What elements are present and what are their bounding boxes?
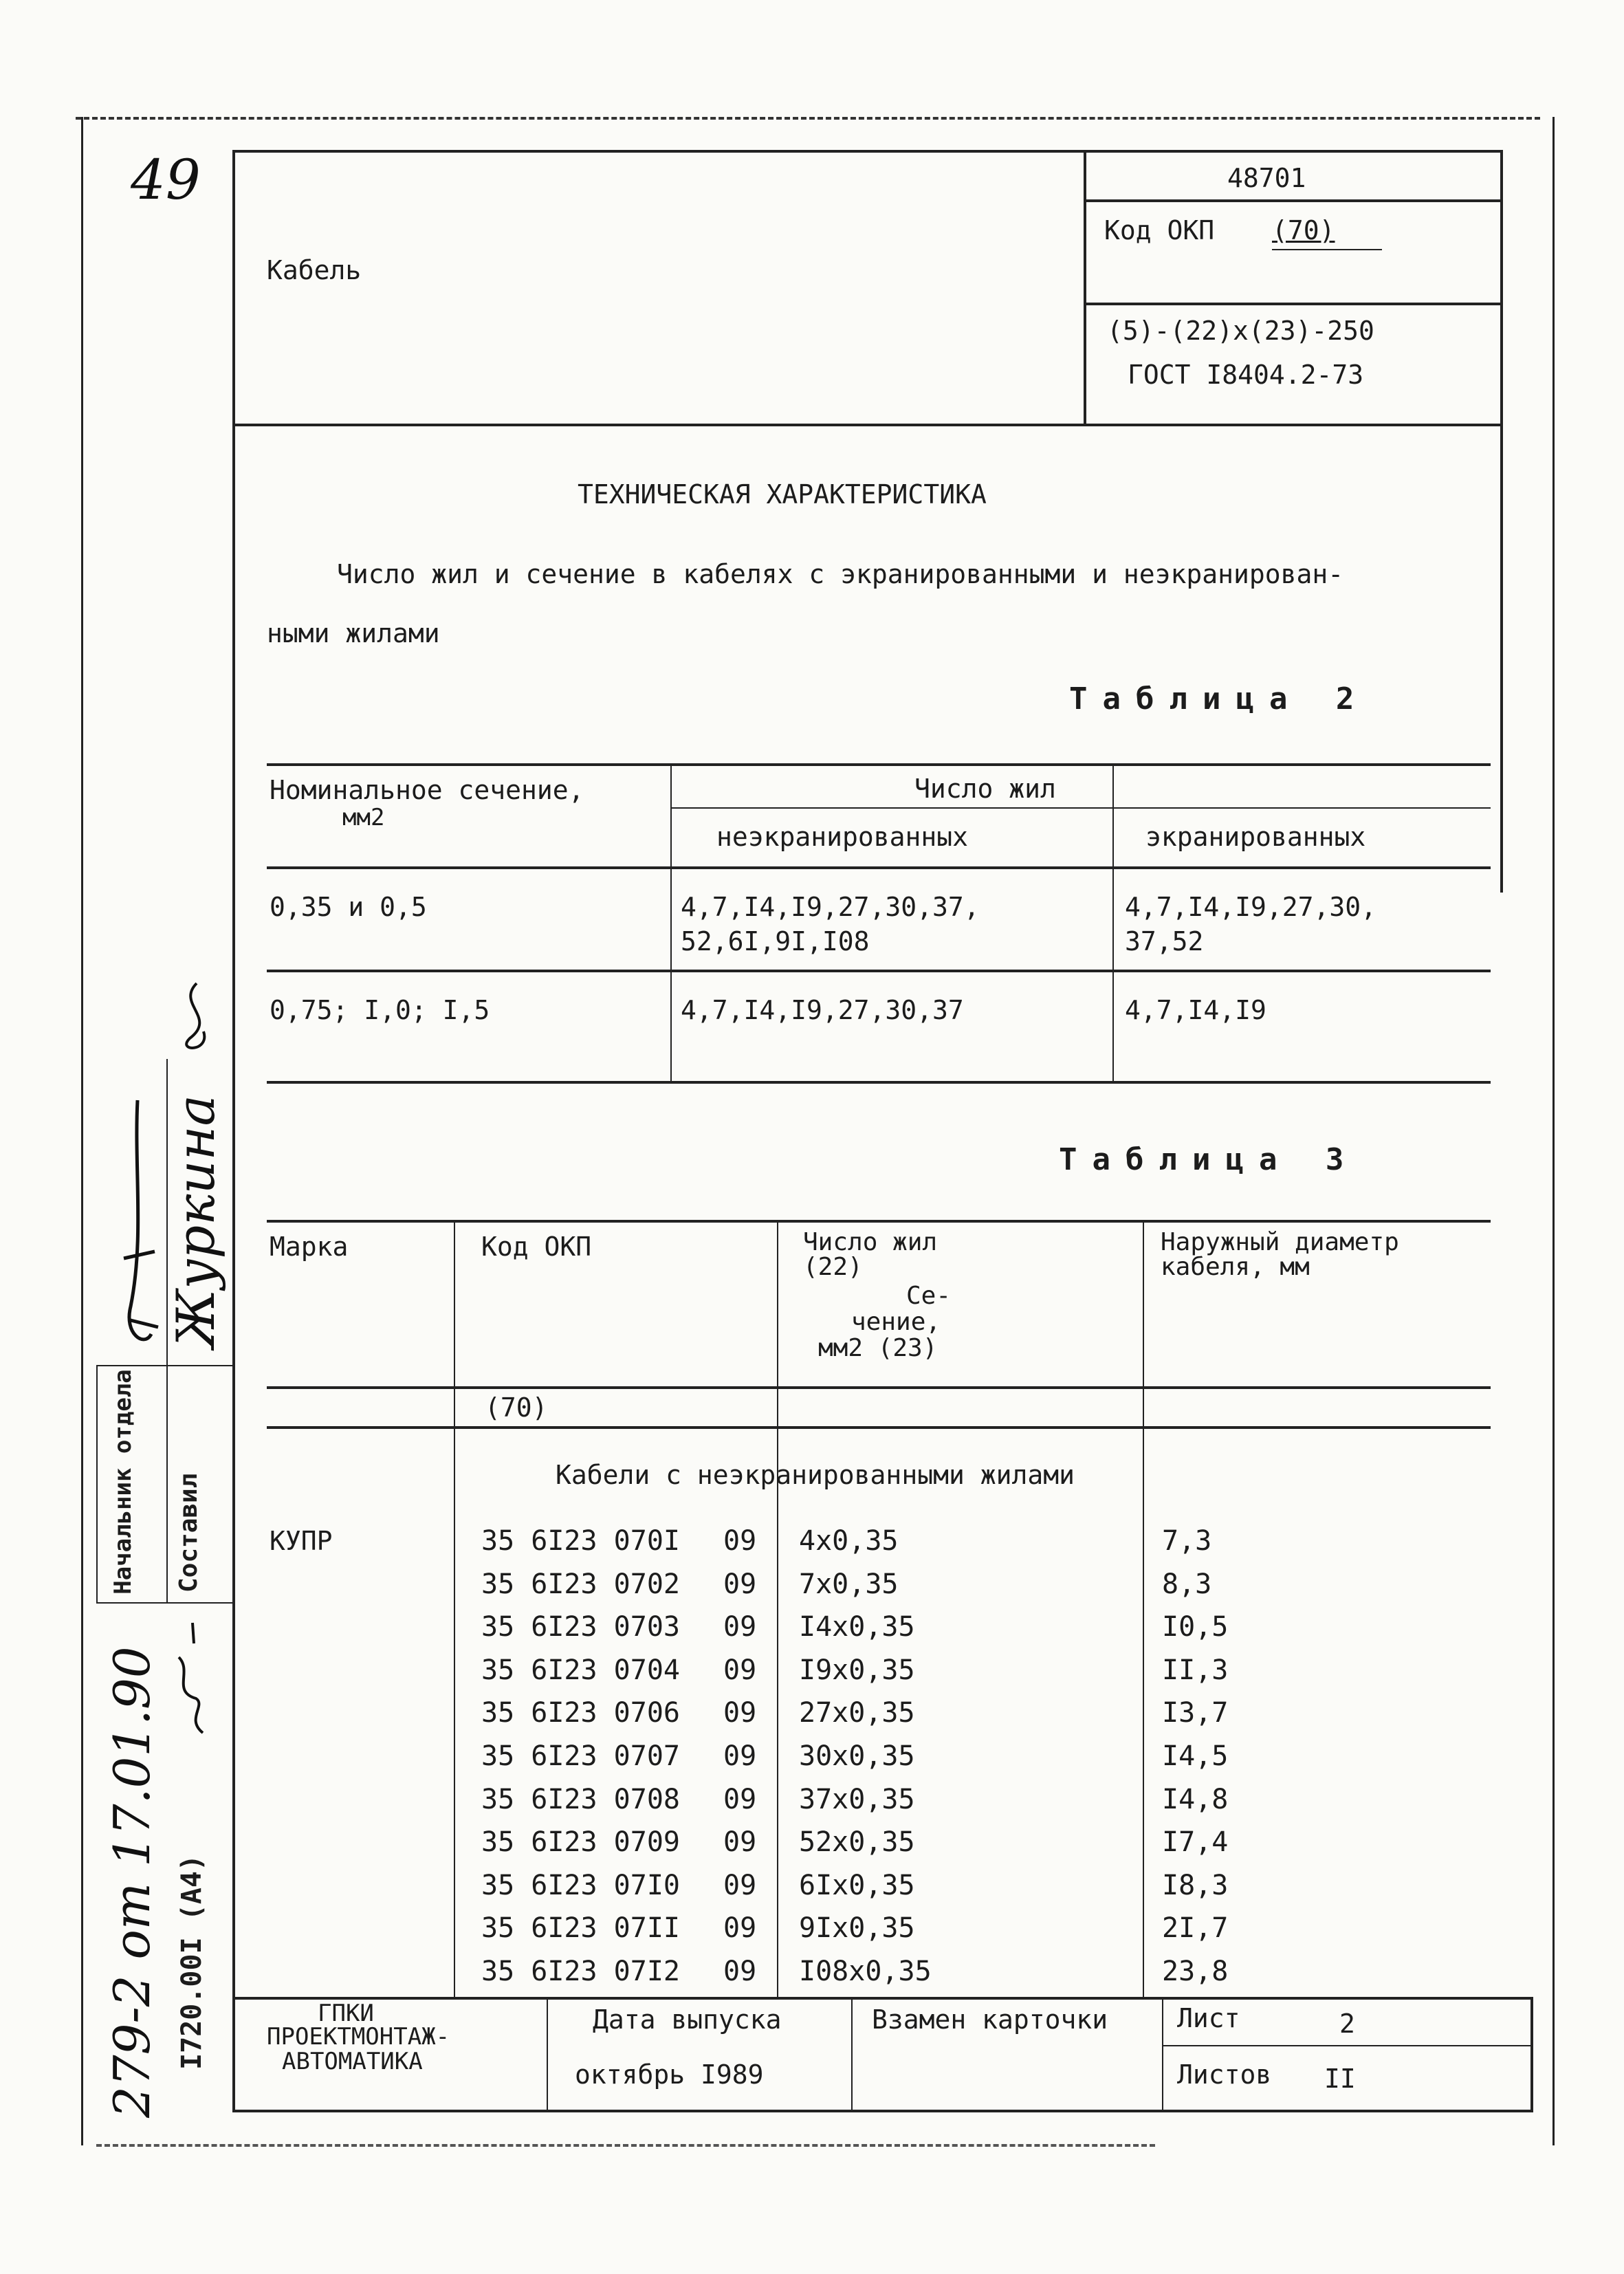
- t3-okp-placeholder: (70): [485, 1392, 548, 1423]
- t2-bottom-line: [267, 1081, 1491, 1084]
- footer-replace-label: Взамен карточки: [872, 2004, 1108, 2035]
- signature-head-of-dept: [103, 1086, 165, 1362]
- t3-code-row-bottom: [267, 1426, 1491, 1429]
- t3-row-diameter: II,3: [1162, 1654, 1229, 1686]
- t3-row-cores: 7x0,35: [799, 1568, 899, 1600]
- t3-row-code: 35 6I23 0706: [481, 1697, 680, 1729]
- t2-header-unscreened: неэкранированных: [716, 822, 969, 852]
- footer-release-label: Дата выпуска: [593, 2004, 782, 2035]
- t2-header-screened: экранированных: [1145, 822, 1366, 852]
- t2-header-cores: Число жил: [914, 774, 1056, 804]
- intro-line-2: ными жилами: [267, 618, 440, 648]
- bottom-cut-line: [96, 2144, 1155, 2147]
- t3-row-diameter: I4,5: [1162, 1740, 1229, 1772]
- t3-col-divider-1: [454, 1220, 455, 1997]
- footer-bottom: [232, 2110, 1533, 2112]
- footer-top: [232, 1997, 1533, 2000]
- stamp-bottom-line: [96, 1602, 232, 1604]
- t3-row-suffix: 09: [723, 1826, 757, 1858]
- footer-divider-3: [1162, 1997, 1163, 2111]
- t3-col-cores-5: мм2 (23): [818, 1334, 938, 1362]
- t2-col-divider-1: [670, 763, 672, 1082]
- t3-col-cores-2: (22): [803, 1253, 863, 1281]
- t3-row-suffix: 09: [723, 1525, 757, 1557]
- t3-row-code: 35 6I23 0708: [481, 1784, 680, 1815]
- t3-row-cores: 52x0,35: [799, 1826, 915, 1858]
- top-cut-line: [76, 117, 1540, 120]
- t3-row-code: 35 6I23 07I0: [481, 1870, 680, 1901]
- t3-row-suffix: 09: [723, 1956, 757, 1987]
- t3-col-cores-4: чение,: [851, 1308, 941, 1336]
- t2-col-divider-2: [1112, 763, 1114, 1082]
- designation-line-2: ГОСТ I8404.2-73: [1128, 360, 1364, 390]
- t3-row-diameter: 23,8: [1162, 1956, 1229, 1987]
- t3-col-divider-2: [777, 1220, 778, 1997]
- t3-col-okp: Код ОКП: [481, 1232, 592, 1262]
- t2-header-bottom: [267, 866, 1491, 869]
- frame-left: [232, 150, 235, 2111]
- t3-row-suffix: 09: [723, 1568, 757, 1600]
- t3-row-cores: I9x0,35: [799, 1654, 915, 1686]
- t2-top-line: [267, 763, 1491, 766]
- t3-row-suffix: 09: [723, 1912, 757, 1944]
- t3-row-code: 35 6I23 0702: [481, 1568, 680, 1600]
- t3-group-title: Кабели с неэкранированными жилами: [556, 1460, 1075, 1490]
- t2-row1-section: 0,35 и 0,5: [270, 892, 427, 922]
- footer-release-value: октябрь I989: [575, 2059, 764, 2090]
- footer-sheet-label: Лист: [1177, 2003, 1240, 2033]
- t3-header-bottom: [267, 1386, 1491, 1389]
- t2-row2-screened: 4,7,I4,I9: [1125, 995, 1266, 1025]
- t3-col-brand: Марка: [270, 1232, 349, 1262]
- t3-row-diameter: I3,7: [1162, 1697, 1229, 1729]
- t3-col-cores-1: Число жил: [803, 1228, 938, 1256]
- t3-row-diameter: I4,8: [1162, 1784, 1229, 1815]
- t3-row-diameter: I7,4: [1162, 1826, 1229, 1858]
- doc-code: I720.00I (А4): [176, 1854, 208, 2070]
- t3-col-diameter-1: Наружный диаметр: [1161, 1228, 1399, 1256]
- stamp-compiled-by: Составил: [175, 1473, 203, 1593]
- t3-row-suffix: 09: [723, 1654, 757, 1686]
- footer-sheet-value: 2: [1339, 2009, 1355, 2039]
- t3-row-cores: 30x0,35: [799, 1740, 915, 1772]
- header-line-1: [1084, 199, 1503, 202]
- stamp-head-of-dept: Начальник отдела: [109, 1369, 137, 1595]
- okp-code-label: Код ОКП: [1104, 215, 1215, 245]
- t3-row-cores: I08x0,35: [799, 1956, 932, 1987]
- t3-row-suffix: 09: [723, 1740, 757, 1772]
- footer-org-2: ПРОЕКТМОНТАЖ-: [267, 2023, 450, 2051]
- t3-row-cores: 4x0,35: [799, 1525, 899, 1557]
- t3-row-suffix: 09: [723, 1697, 757, 1729]
- okp-code-underline: [1272, 249, 1382, 250]
- signature-flourish: [169, 976, 224, 1059]
- t3-row-code: 35 6I23 07II: [481, 1912, 680, 1944]
- t2-row2-section: 0,75; I,0; I,5: [270, 995, 490, 1025]
- header-divider: [1084, 150, 1086, 426]
- t3-row-cores: 9Ix0,35: [799, 1912, 915, 1944]
- footer-right: [1530, 1997, 1533, 2112]
- page-number: 49: [131, 148, 201, 212]
- t2-row1-unscreened-1: 4,7,I4,I9,27,30,37,: [681, 892, 980, 922]
- stamp-left-line: [96, 1365, 98, 1602]
- t3-row-code: 35 6I23 07I2: [481, 1956, 680, 1987]
- signature-compiler: Журкина: [165, 1095, 226, 1348]
- footer-divider-1: [547, 1997, 548, 2111]
- t3-row-code: 35 6I23 0709: [481, 1826, 680, 1858]
- t3-col-divider-3: [1143, 1220, 1144, 1997]
- table2-caption: Таблица 2: [1069, 681, 1370, 717]
- footer-sheet-line: [1162, 2045, 1532, 2046]
- t2-row1-bottom: [267, 970, 1491, 972]
- stamp-top-line: [96, 1365, 232, 1366]
- t2-row2-unscreened: 4,7,I4,I9,27,30,37: [681, 995, 964, 1025]
- t3-row-code: 35 6I23 0703: [481, 1611, 680, 1643]
- okp-code-value: (70): [1272, 215, 1335, 245]
- handwritten-note: 279-2 от 17.01.90: [103, 1646, 161, 2118]
- t3-row-diameter: 2I,7: [1162, 1912, 1229, 1944]
- t3-col-diameter-2: кабеля, мм: [1161, 1253, 1310, 1281]
- t2-header-section-2: мм2: [342, 804, 385, 831]
- footer-org-1: ГПКИ: [318, 2000, 374, 2027]
- t2-row1-screened-1: 4,7,I4,I9,27,30,: [1125, 892, 1377, 922]
- signature-approval: [165, 1616, 227, 1740]
- t2-header-section-1: Номинальное сечение,: [270, 775, 584, 805]
- t3-col-cores-3: Се-: [906, 1282, 952, 1310]
- t3-top-line: [267, 1220, 1491, 1223]
- footer-divider-2: [851, 1997, 853, 2111]
- t3-row-cores: 27x0,35: [799, 1697, 915, 1729]
- t2-row1-unscreened-2: 52,6I,9I,I08: [681, 926, 870, 956]
- t3-row-cores: 37x0,35: [799, 1784, 915, 1815]
- t3-row-diameter: 8,3: [1162, 1568, 1212, 1600]
- t3-row-diameter: 7,3: [1162, 1525, 1212, 1557]
- right-border: [1552, 117, 1555, 2145]
- designation-line-1: (5)-(22)x(23)-250: [1107, 316, 1374, 346]
- card-number: 48701: [1227, 163, 1306, 193]
- t3-row-suffix: 09: [723, 1611, 757, 1643]
- footer-sheets-value: II: [1324, 2064, 1356, 2094]
- left-border: [81, 117, 83, 2145]
- header-line-2: [1084, 303, 1503, 305]
- t3-row-cores: 6Ix0,35: [799, 1870, 915, 1901]
- footer-org-3: АВТОМАТИКА: [282, 2048, 423, 2075]
- section-title: ТЕХНИЧЕСКАЯ ХАРАКТЕРИСТИКА: [578, 479, 987, 510]
- t3-row-suffix: 09: [723, 1870, 757, 1901]
- t3-row-diameter: I8,3: [1162, 1870, 1229, 1901]
- t2-row1-screened-2: 37,52: [1125, 926, 1204, 956]
- table3-caption: Таблица 3: [1059, 1142, 1359, 1177]
- product-name: Кабель: [267, 255, 362, 285]
- header-bottom: [232, 424, 1503, 426]
- t3-row-diameter: I0,5: [1162, 1611, 1229, 1643]
- t3-row-suffix: 09: [723, 1784, 757, 1815]
- t3-brand: КУПР: [270, 1526, 333, 1556]
- footer-sheets-label: Листов: [1177, 2059, 1272, 2090]
- t3-row-cores: I4x0,35: [799, 1611, 915, 1643]
- t3-row-code: 35 6I23 0707: [481, 1740, 680, 1772]
- t3-row-code: 35 6I23 070I: [481, 1525, 680, 1557]
- t3-row-code: 35 6I23 0704: [481, 1654, 680, 1686]
- intro-line-1: Число жил и сечение в кабелях с экранированными и неэкранирован-: [337, 559, 1344, 589]
- frame-right: [1500, 150, 1503, 893]
- t2-subheader-line: [671, 807, 1491, 809]
- frame-top: [232, 150, 1503, 153]
